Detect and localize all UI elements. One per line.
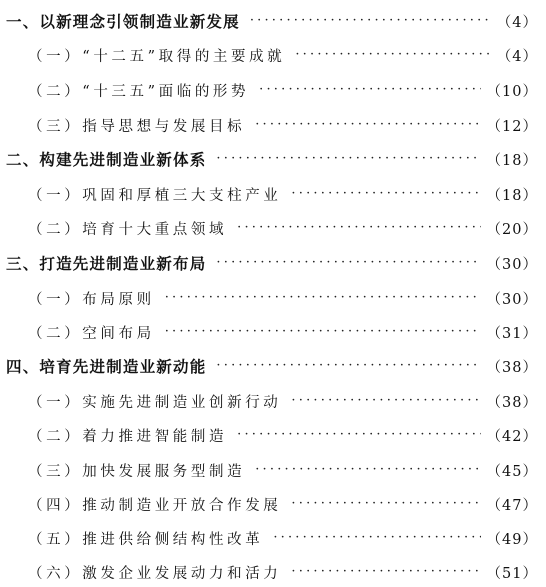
toc-entry-title: 二、构建先进制造业新体系 [6, 151, 207, 169]
toc-entry-title: （一）“十二五”取得的主要成就 [28, 48, 286, 65]
toc-entry[interactable] [6, 286, 538, 310]
dot-leader [216, 359, 480, 372]
toc-entry-page: （38） [486, 394, 538, 411]
toc-entry-title: 三、打造先进制造业新布局 [6, 255, 207, 273]
toc-entry[interactable] [6, 43, 538, 67]
toc-entry-page: （42） [486, 428, 538, 445]
dot-leader [165, 325, 481, 338]
toc-entry[interactable] [6, 320, 538, 344]
dot-leader [273, 531, 480, 544]
toc-entry-title: （二）着力推进智能制造 [28, 428, 228, 445]
toc-entry[interactable] [6, 182, 538, 206]
toc-entry[interactable] [6, 389, 538, 413]
dot-leader [216, 152, 480, 165]
dot-leader [295, 48, 490, 61]
toc-entry-page: （47） [486, 497, 538, 514]
toc-entry-page: （4） [496, 48, 538, 65]
toc-entry-title: （二）培育十大重点领域 [28, 221, 228, 238]
toc-entry-title: （六）激发企业发展动力和活力 [28, 565, 282, 582]
dot-leader [291, 394, 480, 407]
toc-entry[interactable] [6, 9, 538, 33]
toc-entry-page: （18） [486, 152, 538, 169]
toc-entry-title: 四、培育先进制造业新动能 [6, 358, 207, 376]
dot-leader [165, 291, 481, 304]
dot-leader [250, 14, 491, 27]
dot-leader [291, 187, 480, 200]
toc-entry-page: （20） [486, 221, 538, 238]
toc-entry-page: （31） [486, 325, 538, 342]
toc-entry-title: （一）实施先进制造业创新行动 [28, 394, 282, 411]
toc-entry[interactable] [6, 492, 538, 516]
dot-leader [255, 118, 480, 131]
toc-entry-title: （三）加快发展服务型制造 [28, 463, 246, 480]
toc-entry[interactable] [6, 354, 538, 378]
toc-entry-page: （30） [486, 256, 538, 273]
dot-leader [291, 565, 480, 578]
toc-entry-title: 一、以新理念引领制造业新发展 [6, 13, 240, 31]
toc-entry[interactable] [6, 251, 538, 275]
dot-leader [216, 256, 480, 269]
toc-entry[interactable] [6, 560, 538, 584]
toc-entry-page: （49） [486, 531, 538, 548]
toc-entry-page: （18） [486, 187, 538, 204]
dot-leader [259, 83, 480, 96]
dot-leader [291, 497, 480, 510]
toc-entry[interactable] [6, 526, 538, 550]
toc-entry-title: （三）指导思想与发展目标 [28, 118, 246, 135]
toc-entry[interactable] [6, 78, 538, 102]
toc-entry[interactable] [6, 113, 538, 137]
toc-entry-page: （30） [486, 291, 538, 308]
toc-entry[interactable] [6, 147, 538, 171]
toc-entry-title: （五）推进供给侧结构性改革 [28, 531, 264, 548]
toc-entry-title: （二）“十三五”面临的形势 [28, 83, 250, 100]
toc-entry-title: （二）空间布局 [28, 325, 155, 342]
dot-leader [255, 463, 480, 476]
toc-entry-page: （45） [486, 463, 538, 480]
toc-entry-page: （38） [486, 359, 538, 376]
toc-entry[interactable] [6, 216, 538, 240]
dot-leader [237, 221, 480, 234]
toc-entry-page: （10） [486, 83, 538, 100]
toc-entry-title: （一）布局原则 [28, 291, 155, 308]
dot-leader [237, 428, 480, 441]
toc-entry-title: （一）巩固和厚植三大支柱产业 [28, 187, 282, 204]
toc-entry[interactable] [6, 458, 538, 482]
toc-entry[interactable] [6, 423, 538, 447]
toc-entry-page: （12） [486, 118, 538, 135]
toc-entry-page: （51） [486, 565, 538, 582]
toc-entry-title: （四）推动制造业开放合作发展 [28, 497, 282, 514]
toc-entry-page: （4） [496, 14, 538, 31]
